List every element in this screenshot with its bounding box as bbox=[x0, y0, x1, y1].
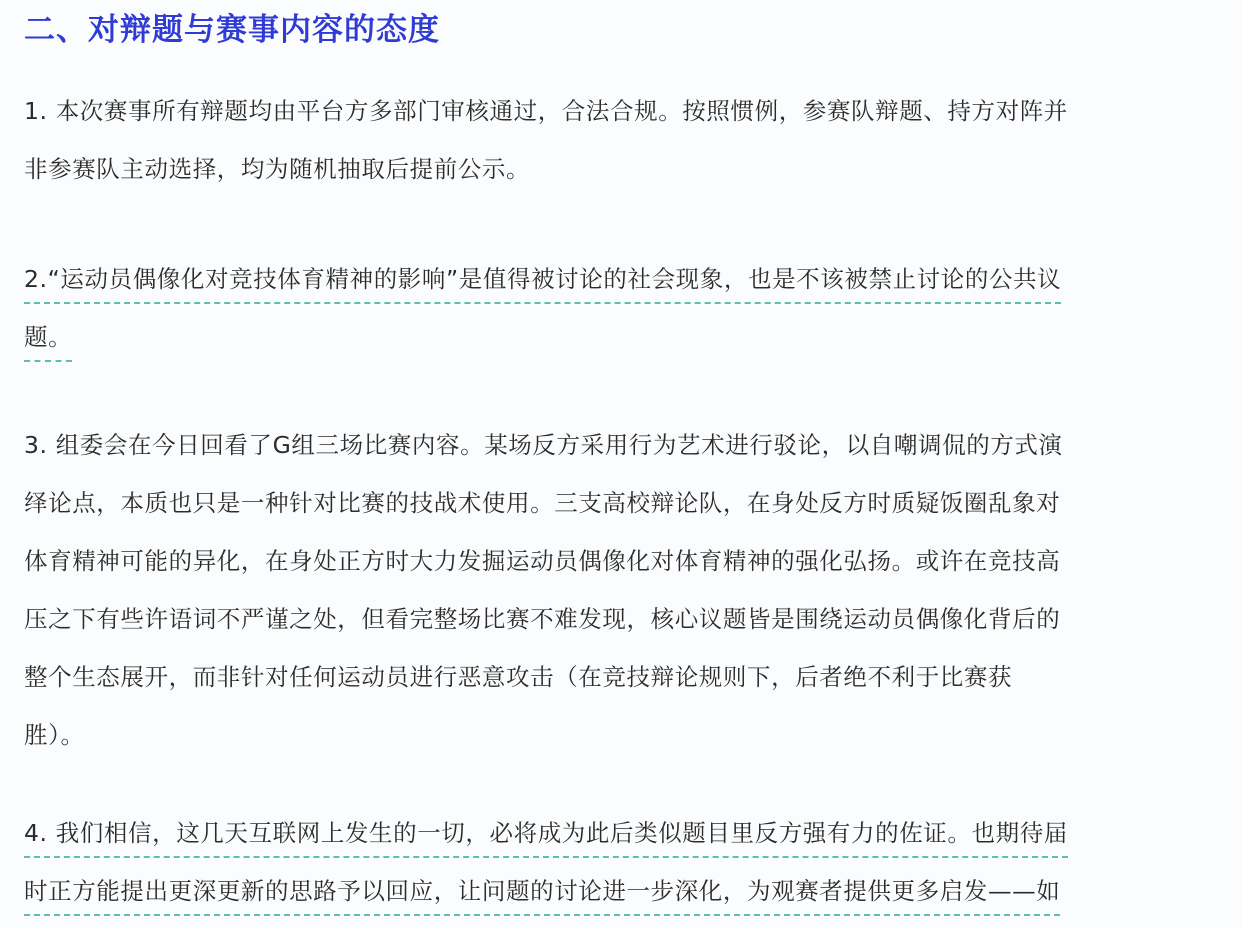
line-text: 非参赛队主动选择，均为随机抽取后提前公示。 bbox=[24, 155, 531, 183]
paragraph-2 bbox=[24, 250, 1209, 366]
paragraph-line bbox=[24, 474, 1209, 532]
line-text: 4. 我们相信，这几天互联网上发生的一切，必将成为此后类似题目里反方强有力的佐证。也期待届 bbox=[24, 807, 1068, 858]
paragraph-line bbox=[24, 140, 1209, 198]
paragraph-3 bbox=[24, 416, 1209, 764]
paragraph-1 bbox=[24, 82, 1209, 198]
line-text: 体育精神可能的异化，在身处正方时大力发掘运动员偶像化对体育精神的强化弘扬。或许在竞技高 bbox=[24, 547, 1061, 575]
line-text: 2.“运动员偶像化对竞技体育精神的影响”是值得被讨论的社会现象，也是不该被禁止讨论的公共议 bbox=[24, 253, 1061, 304]
line-text: 题。 bbox=[24, 311, 72, 362]
paragraph-line bbox=[24, 590, 1209, 648]
line-text: 绎论点，本质也只是一种针对比赛的技战术使用。三支高校辩论队，在身处反方时质疑饭圈乱象对 bbox=[24, 489, 1061, 517]
paragraph-line bbox=[24, 532, 1209, 590]
line-text: 3. 组委会在今日回看了G组三场比赛内容。某场反方采用行为艺术进行驳论，以自嘲调侃的方式演 bbox=[24, 431, 1063, 459]
line-text: 时正方能提出更深更新的思路予以回应，让问题的讨论进一步深化，为观赛者提供更多启发——如 bbox=[24, 865, 1060, 916]
paragraph-line bbox=[24, 648, 1209, 706]
paragraph-line bbox=[24, 308, 1209, 366]
line-text: 压之下有些许语词不严谨之处，但看完整场比赛不难发现，核心议题皆是围绕运动员偶像化背后的 bbox=[24, 605, 1061, 633]
section-heading: 二、对辩题与赛事内容的态度 bbox=[24, 12, 440, 48]
paragraph-line bbox=[24, 706, 1209, 764]
paragraph-4 bbox=[24, 804, 1209, 920]
paragraph-line bbox=[24, 416, 1209, 474]
line-text: 胜）。 bbox=[24, 721, 85, 749]
paragraph-line bbox=[24, 804, 1209, 862]
paragraph-line bbox=[24, 250, 1209, 308]
line-text: 1. 本次赛事所有辩题均由平台方多部门审核通过，合法合规。按照惯例，参赛队辩题、持方对阵并 bbox=[24, 97, 1068, 125]
line-text: 整个生态展开，而非针对任何运动员进行恶意攻击（在竞技辩论规则下，后者绝不利于比赛获 bbox=[24, 663, 1013, 691]
paragraph-line bbox=[24, 862, 1209, 920]
paragraph-line bbox=[24, 82, 1209, 140]
